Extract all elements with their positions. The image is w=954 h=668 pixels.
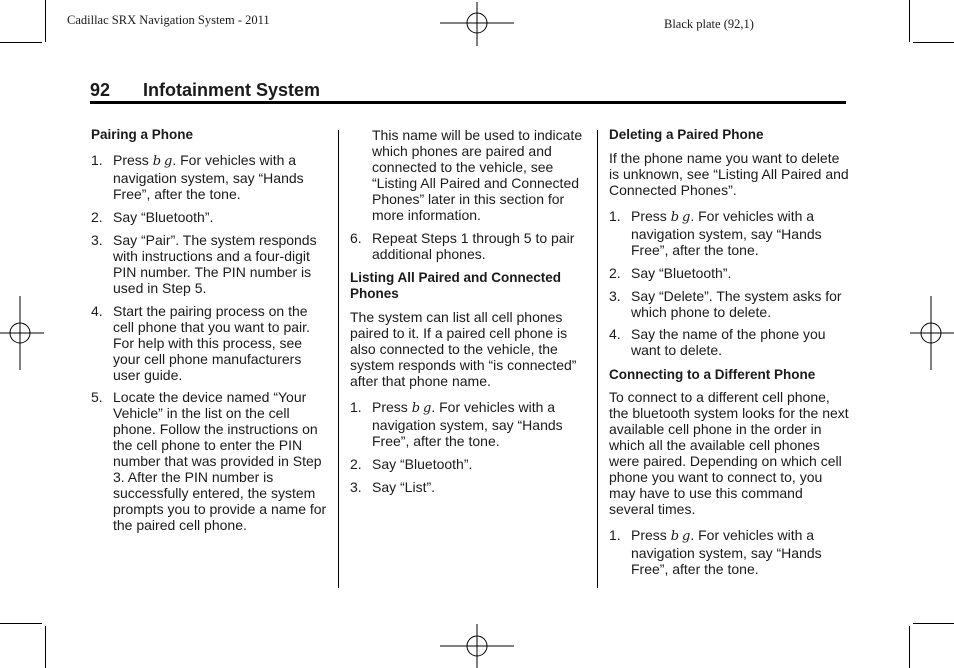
heading-deleting-phone: Deleting a Paired Phone	[609, 127, 764, 142]
voice-icon: g	[164, 154, 173, 169]
column-3	[609, 127, 849, 577]
crop-mark	[45, 0, 46, 42]
crop-mark	[45, 626, 46, 668]
title-rule	[90, 101, 846, 104]
phone-icon: b	[152, 154, 162, 169]
crop-mark	[909, 626, 910, 668]
list-item: 2. Say “Bluetooth”.	[609, 265, 732, 281]
registration-mark-bottom	[440, 624, 514, 668]
registration-mark-right	[910, 296, 954, 370]
column-divider	[338, 130, 339, 588]
phone-icon: b	[411, 401, 421, 416]
list-item: 1. Press b g. For vehicles with a navigation system, say “Hands Free”, after the tone.	[91, 152, 304, 202]
list-item: 1. Press b g. For vehicles with a navigation system, say “Hands Free”, after the tone.	[609, 527, 822, 577]
list-item: 3. Say “Delete”. The system asks for which phone to delete.	[609, 288, 842, 320]
column-2	[350, 127, 590, 495]
column-1	[91, 127, 331, 533]
voice-icon: g	[682, 210, 691, 225]
crop-mark	[0, 42, 42, 43]
crop-mark	[909, 0, 910, 42]
registration-mark-top	[440, 2, 514, 46]
list-item: 3. Say “Pair”. The system responds with instructions and a four-digit PIN number. The PIN number is used in Step 5.	[91, 232, 317, 296]
page-number: 92	[90, 80, 111, 100]
phone-icon: b	[670, 529, 680, 544]
list-item: 6. Repeat Steps 1 through 5 to pair additional phones.	[350, 230, 575, 262]
paragraph: If the phone name you want to delete is unknown, see “Listing All Paired and Connected Phones”.	[609, 150, 849, 198]
heading-pairing-a-phone: Pairing a Phone	[91, 127, 194, 142]
phone-icon: b	[670, 210, 680, 225]
list-item: 2. Say “Bluetooth”.	[91, 209, 214, 225]
voice-icon: g	[423, 401, 432, 416]
heading-listing-phones: Listing All Paired and Connected Phones	[350, 270, 562, 301]
document-header-title: Cadillac SRX Navigation System - 2011	[67, 13, 270, 27]
list-item: 4. Start the pairing process on the cell phone that you want to pair. For help with this process, see your cell phone manufacturers user guide.	[91, 303, 310, 383]
list-item: 1. Press b g. For vehicles with a navigation system, say “Hands Free”, after the tone.	[609, 208, 822, 258]
plate-label: Black plate (92,1)	[664, 17, 754, 31]
list-item: 1. Press b g. For vehicles with a navigation system, say “Hands Free”, after the tone.	[350, 399, 563, 449]
column-divider	[597, 130, 598, 588]
list-item: 2. Say “Bluetooth”.	[350, 456, 473, 472]
list-item: 3. Say “List”.	[350, 479, 436, 495]
paragraph: The system can list all cell phones paired to it. If a paired cell phone is also connected to the vehicle, the system responds with “is connected” after that phone name.	[350, 309, 577, 389]
paragraph: To connect to a different cell phone, the bluetooth system looks for the next available cell phone in the order in which all the available cell phones were paired. Depending on which cell phone you want to connect to, you may have to use this command several times.	[609, 389, 849, 517]
list-item: 4. Say the name of the phone you want to delete.	[609, 326, 826, 358]
section-title: Infotainment System	[143, 80, 321, 100]
list-item-continuation: This name will be used to indicate which phones are paired and connected to the vehicle, see “Listing All Paired and Connected Phones” later in this section for more information.	[372, 127, 583, 223]
heading-connecting-phone: Connecting to a Different Phone	[609, 367, 816, 382]
crop-mark	[913, 623, 954, 624]
registration-mark-left	[0, 296, 44, 370]
crop-mark	[913, 42, 954, 43]
voice-icon: g	[682, 529, 691, 544]
page-title	[90, 80, 320, 101]
crop-mark	[0, 623, 42, 624]
list-item: 5. Locate the device named “Your Vehicle” in the list on the cell phone. Follow the instructions on the cell phone to enter the PIN number that was provided in Step 3. After the PIN number is successfully entered, the system prompts you to provide a name for the paired cell phone.	[91, 389, 327, 533]
